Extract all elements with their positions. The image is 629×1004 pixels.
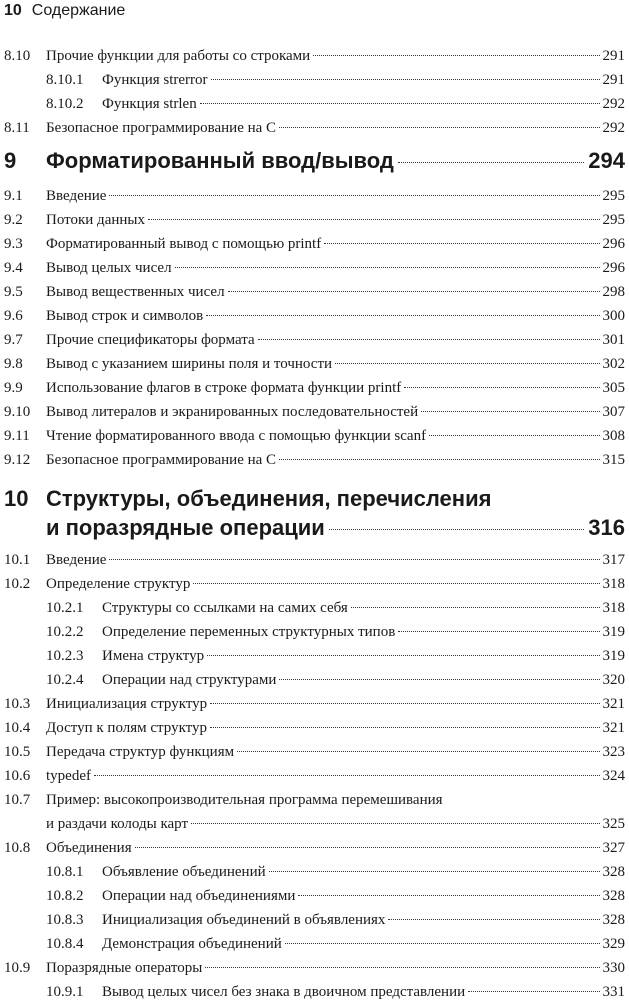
entry-page: 325 xyxy=(602,816,625,832)
toc-entry-9-4[interactable] xyxy=(4,256,625,280)
dot-leader xyxy=(421,411,599,412)
toc-entry-10-8-1[interactable] xyxy=(4,860,625,884)
entry-title-line-2: и раздачи колоды карт xyxy=(46,816,189,832)
toc-entry-8-10-1[interactable] xyxy=(4,68,625,92)
entry-title: Вывод целых чисел без знака в двоичном представлении xyxy=(102,984,466,1000)
toc-entry-9-8[interactable] xyxy=(4,352,625,376)
entry-number: 10.3 xyxy=(4,696,31,712)
toc-entry-10-3[interactable] xyxy=(4,692,625,716)
entry-number: 10.8.1 xyxy=(46,864,84,880)
toc-entry-10-2-4[interactable] xyxy=(4,668,625,692)
chapter-title: Форматированный ввод/вывод xyxy=(46,148,394,173)
entry-page: 319 xyxy=(602,624,625,640)
entry-number: 9.10 xyxy=(4,404,31,420)
dot-leader xyxy=(228,291,600,292)
entry-title: Передача структур функциям xyxy=(46,744,235,760)
entry-number: 8.10 xyxy=(4,48,31,64)
entry-title: Демонстрация объединений xyxy=(102,936,282,952)
toc-entry-10-2-2[interactable] xyxy=(4,620,625,644)
entry-page: 323 xyxy=(602,744,625,760)
toc-entry-10-5[interactable] xyxy=(4,740,625,764)
entry-title: Операции над структурами xyxy=(102,672,277,688)
entry-title: Инициализация структур xyxy=(46,696,208,712)
toc-entry-10-8-3[interactable] xyxy=(4,908,625,932)
dot-leader xyxy=(468,991,599,992)
entry-title: Форматированный вывод с помощью printf xyxy=(46,236,322,252)
entry-page: 295 xyxy=(602,212,625,228)
dot-leader xyxy=(279,679,599,680)
entry-page: 307 xyxy=(602,404,625,420)
entry-page: 319 xyxy=(602,648,625,664)
entry-number: 10.8.4 xyxy=(46,936,84,952)
dot-leader xyxy=(313,55,599,56)
dot-leader xyxy=(237,751,599,752)
chapter-10-heading[interactable] xyxy=(4,486,625,548)
entry-title: Прочие функции для работы со строками xyxy=(46,48,311,64)
toc-entry-10-2[interactable] xyxy=(4,572,625,596)
entry-title: Потоки данных xyxy=(46,212,145,228)
entry-title: Доступ к полям структур xyxy=(46,720,208,736)
toc-entry-9-9[interactable] xyxy=(4,376,625,400)
toc-entry-10-9[interactable] xyxy=(4,956,625,980)
chapter-9-heading[interactable] xyxy=(4,148,625,184)
entry-title: Определение структур xyxy=(46,576,191,592)
entry-number: 9.6 xyxy=(4,308,23,324)
toc-entry-9-5[interactable] xyxy=(4,280,625,304)
dot-leader xyxy=(335,363,599,364)
toc-entry-10-4[interactable] xyxy=(4,716,625,740)
entry-title: Определение переменных структурных типов xyxy=(102,624,396,640)
entry-title: Безопасное программирование на C xyxy=(46,120,277,136)
dot-leader xyxy=(148,219,600,220)
entry-title: Вывод вещественных чисел xyxy=(46,284,225,300)
dot-leader xyxy=(429,435,599,436)
toc-entry-9-6[interactable] xyxy=(4,304,625,328)
entry-title: Введение xyxy=(46,188,107,204)
dot-leader xyxy=(135,847,600,848)
entry-page: 330 xyxy=(602,960,625,976)
entry-page: 302 xyxy=(602,356,625,372)
entry-number: 10.2.4 xyxy=(46,672,84,688)
entry-page: 301 xyxy=(602,332,625,348)
entry-page: 291 xyxy=(602,48,625,64)
entry-title: Имена структур xyxy=(102,648,205,664)
entry-title: Вывод с указанием ширины поля и точности xyxy=(46,356,333,372)
dot-leader xyxy=(324,243,599,244)
entry-number: 9.9 xyxy=(4,380,23,396)
entry-title-line-1: Пример: высокопроизводительная программа перемешивания xyxy=(46,792,443,808)
entry-title: Вывод литералов и экранированных последовательностей xyxy=(46,404,419,420)
dot-leader xyxy=(206,315,599,316)
entry-page: 318 xyxy=(602,600,625,616)
entry-title: Использование флагов в строке формата функции printf xyxy=(46,380,402,396)
dot-leader xyxy=(398,162,584,163)
toc-entry-10-8-4[interactable] xyxy=(4,932,625,956)
dot-leader xyxy=(210,727,599,728)
entry-title: Введение xyxy=(46,552,107,568)
entry-title: Операции над объединениями xyxy=(102,888,296,904)
entry-title: Объявление объединений xyxy=(102,864,266,880)
dot-leader xyxy=(205,967,599,968)
toc-entry-10-8-2[interactable] xyxy=(4,884,625,908)
toc-entry-9-12[interactable] xyxy=(4,448,625,472)
dot-leader xyxy=(94,775,600,776)
entry-page: 328 xyxy=(602,888,625,904)
entry-page: 292 xyxy=(602,96,625,112)
dot-leader xyxy=(109,195,599,196)
entry-number: 10.2.1 xyxy=(46,600,84,616)
entry-number: 9.1 xyxy=(4,188,23,204)
entry-number: 9.11 xyxy=(4,428,30,444)
entry-page: 315 xyxy=(602,452,625,468)
entry-number: 10.2.3 xyxy=(46,648,84,664)
entry-page: 318 xyxy=(602,576,625,592)
entry-page: 296 xyxy=(602,260,625,276)
toc-entry-9-11[interactable] xyxy=(4,424,625,448)
entry-title: Вывод целых чисел xyxy=(46,260,172,276)
dot-leader xyxy=(109,559,599,560)
entry-number: 10.4 xyxy=(4,720,31,736)
toc-entry-10-2-3[interactable] xyxy=(4,644,625,668)
entry-number: 10.9 xyxy=(4,960,31,976)
toc-entry-9-1[interactable] xyxy=(4,184,625,208)
entry-number: 10.8.2 xyxy=(46,888,84,904)
entry-number: 10.8.3 xyxy=(46,912,84,928)
entry-page: 321 xyxy=(602,720,625,736)
dot-leader xyxy=(279,127,599,128)
entry-number: 10.9.1 xyxy=(46,984,84,1000)
entry-number: 10.7 xyxy=(4,792,31,808)
dot-leader xyxy=(398,631,599,632)
entry-number: 10.8 xyxy=(4,840,31,856)
entry-page: 331 xyxy=(602,984,625,1000)
dot-leader xyxy=(388,919,599,920)
entry-number: 9.4 xyxy=(4,260,23,276)
dot-leader xyxy=(279,459,599,460)
entry-page: 298 xyxy=(602,284,625,300)
entry-page: 328 xyxy=(602,912,625,928)
toc-entry-10-7-line-1[interactable] xyxy=(4,788,625,812)
chapter-number: 9 xyxy=(4,148,17,173)
running-title: Содержание xyxy=(31,2,126,19)
dot-leader xyxy=(269,871,600,872)
entry-page: 320 xyxy=(602,672,625,688)
entry-title: Структуры со ссылками на самих себя xyxy=(102,600,348,616)
entry-number: 8.10.2 xyxy=(46,96,84,112)
entry-title: Поразрядные операторы xyxy=(46,960,203,976)
entry-title: Прочие спецификаторы формата xyxy=(46,332,255,348)
entry-number: 9.5 xyxy=(4,284,23,300)
entry-page: 295 xyxy=(602,188,625,204)
chapter-title-line-1: Структуры, объединения, перечисления xyxy=(46,486,492,511)
toc-entry-9-7[interactable] xyxy=(4,328,625,352)
dot-leader xyxy=(298,895,599,896)
toc-entry-10-6[interactable] xyxy=(4,764,625,788)
toc-entry-8-10-2[interactable] xyxy=(4,92,625,116)
dot-leader xyxy=(175,267,600,268)
entry-number: 10.2.2 xyxy=(46,624,84,640)
entry-page: 321 xyxy=(602,696,625,712)
entry-title: Инициализация объединений в объявлениях xyxy=(102,912,386,928)
toc-entry-10-1[interactable] xyxy=(4,548,625,572)
dot-leader xyxy=(285,943,600,944)
entry-title: Функция strerror xyxy=(102,72,208,88)
toc-entry-8-10[interactable] xyxy=(4,44,625,68)
entry-number: 8.10.1 xyxy=(46,72,84,88)
chapter-title-line-2: и поразрядные операции xyxy=(46,515,325,540)
entry-page: 291 xyxy=(602,72,625,88)
dot-leader xyxy=(191,823,599,824)
toc-entry-9-2[interactable] xyxy=(4,208,625,232)
entry-number: 9.8 xyxy=(4,356,23,372)
entry-page: 317 xyxy=(602,552,625,568)
table-of-contents xyxy=(4,44,625,1004)
entry-number: 8.11 xyxy=(4,120,30,136)
page-number: 10 xyxy=(4,2,22,19)
dot-leader xyxy=(329,529,584,530)
entry-title: Безопасное программирование на C xyxy=(46,452,277,468)
dot-leader xyxy=(210,703,599,704)
entry-page: 329 xyxy=(602,936,625,952)
entry-page: 328 xyxy=(602,864,625,880)
toc-entry-9-3[interactable] xyxy=(4,232,625,256)
entry-title: Объединения xyxy=(46,840,132,856)
entry-number: 9.12 xyxy=(4,452,31,468)
dot-leader xyxy=(200,103,600,104)
running-header xyxy=(4,2,125,28)
entry-title: typedef xyxy=(46,768,91,784)
entry-number: 10.6 xyxy=(4,768,31,784)
entry-number: 10.2 xyxy=(4,576,31,592)
entry-number: 10.1 xyxy=(4,552,31,568)
entry-page: 324 xyxy=(602,768,625,784)
entry-number: 10.5 xyxy=(4,744,31,760)
dot-leader xyxy=(211,79,600,80)
toc-entry-9-10[interactable] xyxy=(4,400,625,424)
chapter-page: 316 xyxy=(588,515,625,540)
dot-leader xyxy=(404,387,599,388)
dot-leader xyxy=(193,583,599,584)
entry-number: 9.7 xyxy=(4,332,23,348)
toc-entry-10-8[interactable] xyxy=(4,836,625,860)
entry-title: Чтение форматированного ввода с помощью функции scanf xyxy=(46,428,427,444)
toc-entry-8-11[interactable] xyxy=(4,116,625,140)
toc-entry-10-7-line-2[interactable] xyxy=(4,812,625,836)
dot-leader xyxy=(258,339,600,340)
entry-page: 327 xyxy=(602,840,625,856)
entry-page: 305 xyxy=(602,380,625,396)
chapter-page: 294 xyxy=(588,148,625,173)
toc-entry-10-9-1[interactable] xyxy=(4,980,625,1004)
dot-leader xyxy=(207,655,599,656)
toc-entry-10-2-1[interactable] xyxy=(4,596,625,620)
entry-page: 292 xyxy=(602,120,625,136)
entry-title: Функция strlen xyxy=(102,96,197,112)
entry-page: 296 xyxy=(602,236,625,252)
entry-number: 9.3 xyxy=(4,236,23,252)
dot-leader xyxy=(351,607,600,608)
entry-page: 308 xyxy=(602,428,625,444)
chapter-number: 10 xyxy=(4,486,29,511)
entry-number: 9.2 xyxy=(4,212,23,228)
entry-page: 300 xyxy=(602,308,625,324)
entry-title: Вывод строк и символов xyxy=(46,308,204,324)
